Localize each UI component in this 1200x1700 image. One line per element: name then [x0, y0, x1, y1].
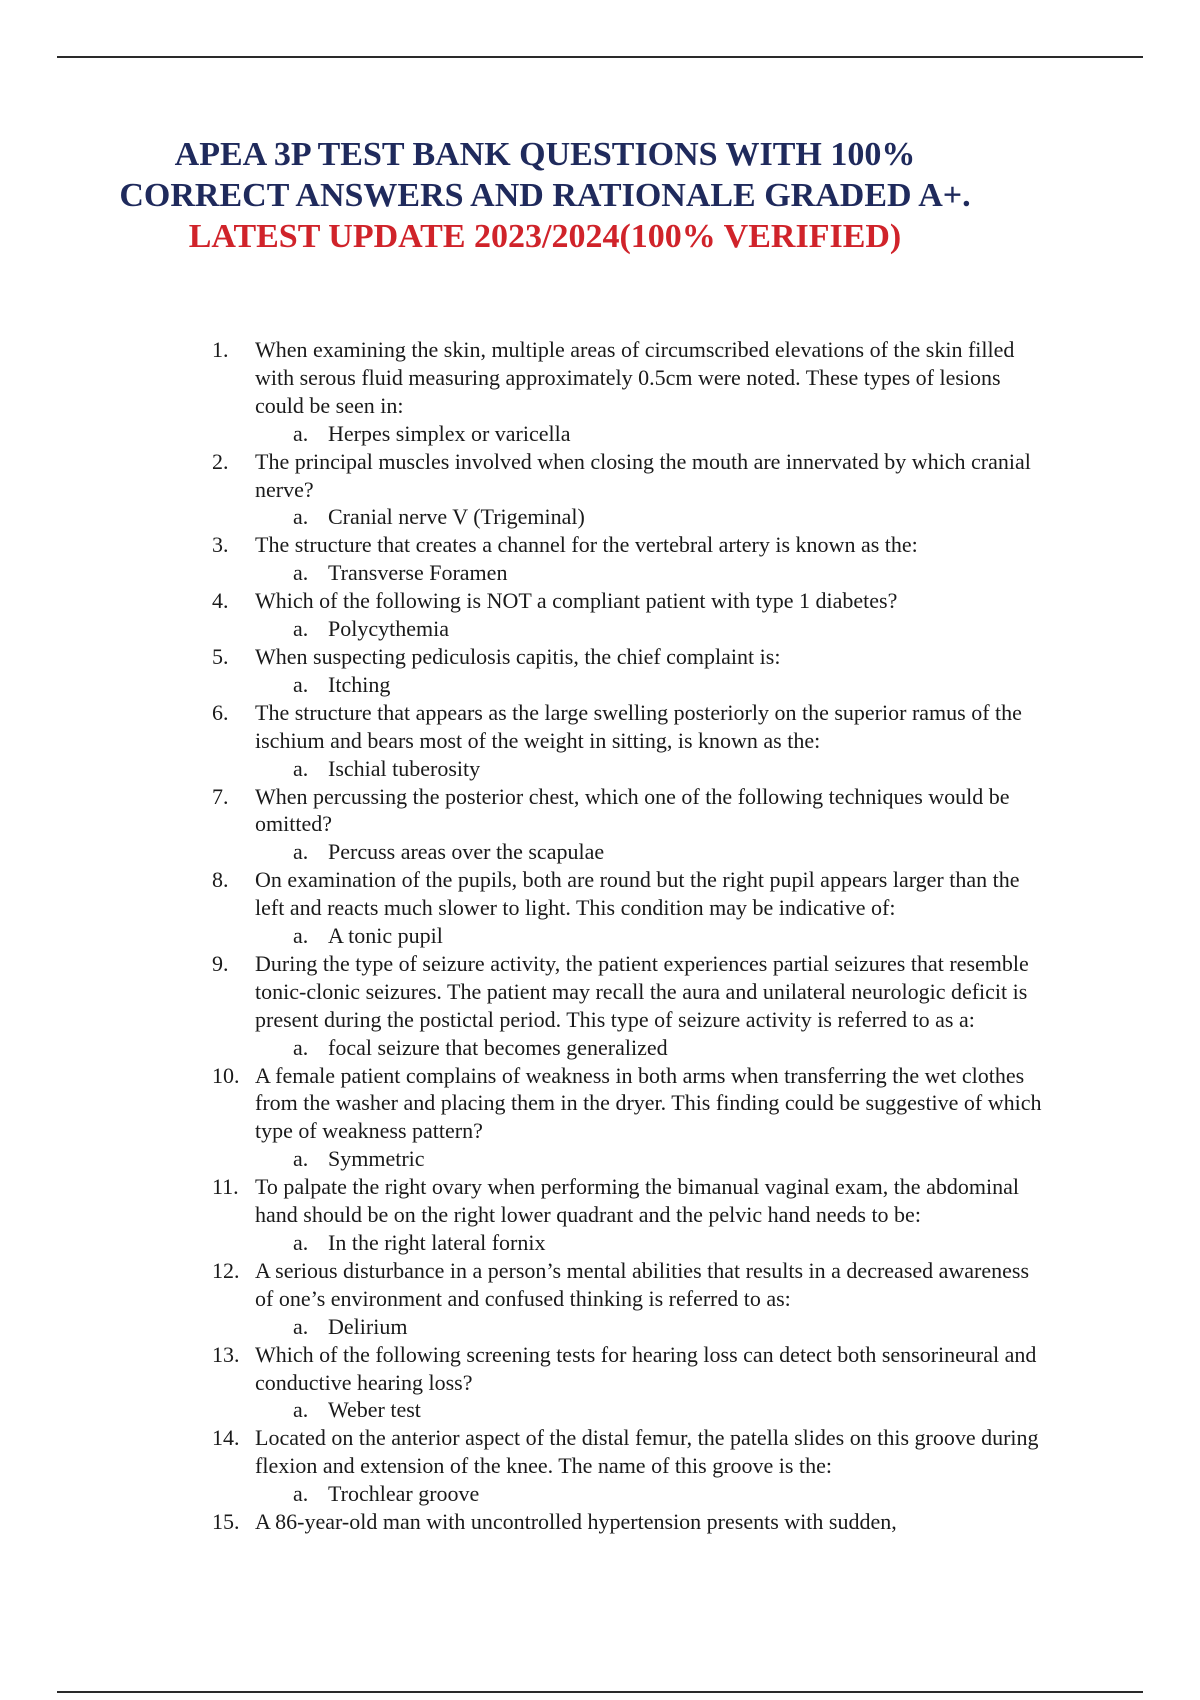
- answer-item: [255, 503, 1042, 531]
- question-number: 5.: [212, 643, 229, 669]
- question-item: [212, 1062, 1042, 1174]
- answer-item: [255, 1145, 1042, 1173]
- answer-letter: a.: [293, 839, 309, 865]
- answer-text: focal seizure that becomes generalized: [328, 1034, 668, 1060]
- question-text: When percussing the posterior chest, which one of the following techniques would be omitted?: [255, 783, 1010, 837]
- answer-text: Trochlear groove: [328, 1481, 480, 1507]
- answer-item: [255, 1480, 1042, 1508]
- question-text: When suspecting pediculosis capitis, the chief complaint is:: [255, 643, 781, 669]
- question-text: A serious disturbance in a person’s mental abilities that results in a decreased awareness of one’s environment and confused thinking is referred to as:: [255, 1257, 1030, 1311]
- question-item: [212, 448, 1042, 532]
- answer-item: [255, 1034, 1042, 1062]
- question-number: 6.: [212, 699, 229, 725]
- question-text: A 86-year-old man with uncontrolled hypertension presents with sudden,: [255, 1509, 897, 1535]
- answer-letter: a.: [293, 1313, 309, 1339]
- question-number: 11.: [212, 1174, 239, 1200]
- title-line-1: APEA 3P TEST BANK QUESTIONS WITH 100%: [174, 136, 916, 173]
- question-text: On examination of the pupils, both are round but the right pupil appears larger than the left and reacts much slower to light. This condition may be indicative of:: [255, 867, 1020, 921]
- answer-item: [255, 838, 1042, 866]
- question-item: [212, 531, 1042, 587]
- question-number: 3.: [212, 532, 229, 558]
- question-number: 1.: [212, 337, 229, 362]
- answer-text: Ischial tuberosity: [328, 755, 481, 781]
- answer-text: Cranial nerve V (Trigeminal): [328, 504, 585, 530]
- question-text: Located on the anterior aspect of the distal femur, the patella slides on this groove during flexion and extension of the knee. The name of this groove is the:: [255, 1425, 1039, 1479]
- question-item: [212, 1508, 1042, 1536]
- answer-item: [255, 1229, 1042, 1257]
- question-text: To palpate the right ovary when performing the bimanual vaginal exam, the abdominal hand should be on the right lower quadrant and the pelvic hand needs to be:: [255, 1174, 1019, 1228]
- question-text: The principal muscles involved when closing the mouth are innervated by which cranial nerve?: [255, 448, 1031, 502]
- answer-letter: a.: [293, 504, 309, 530]
- question-number: 12.: [212, 1257, 240, 1283]
- top-rule: [57, 56, 1143, 58]
- question-text: During the type of seizure activity, the patient experiences partial seizures that resemble tonic-clonic seizures. The patient may recall the aura and unilateral neurologic deficit is present during the postictal period. This type of seizure activity is referred to as a:: [255, 950, 1029, 1032]
- question-number: 14.: [212, 1425, 240, 1451]
- answer-text: Polycythemia: [328, 616, 449, 642]
- question-number: 9.: [212, 950, 229, 976]
- answer-letter: a.: [293, 1397, 309, 1423]
- question-item: [212, 699, 1042, 783]
- answer-text: Herpes simplex or varicella: [328, 420, 571, 446]
- answer-letter: a.: [293, 671, 309, 697]
- answer-text: In the right lateral fornix: [328, 1230, 546, 1255]
- question-item: [212, 1173, 1042, 1257]
- answer-text: Percuss areas over the scapulae: [328, 839, 605, 865]
- answer-text: Symmetric: [328, 1146, 425, 1172]
- answer-letter: a.: [293, 616, 309, 642]
- question-item: [212, 643, 1042, 699]
- answer-item: [255, 559, 1042, 587]
- title-line-2: CORRECT ANSWERS AND RATIONALE GRADED A+.: [119, 177, 971, 214]
- question-text: The structure that creates a channel for the vertebral artery is known as the:: [255, 532, 918, 558]
- answer-item: [255, 671, 1042, 699]
- answer-item: [255, 1396, 1042, 1424]
- bottom-rule: [57, 1691, 1143, 1693]
- answer-text: A tonic pupil: [328, 923, 443, 949]
- question-item: [212, 1257, 1042, 1341]
- question-text: Which of the following screening tests for hearing loss can detect both sensorineural and conductive hearing loss?: [255, 1341, 1037, 1395]
- answer-letter: a.: [293, 420, 309, 446]
- question-text: Which of the following is NOT a compliant patient with type 1 diabetes?: [255, 588, 898, 614]
- answer-item: [255, 1313, 1042, 1341]
- document-title: [40, 134, 1050, 257]
- answer-text: Itching: [328, 671, 391, 697]
- question-item: [212, 1424, 1042, 1508]
- answer-letter: a.: [293, 755, 309, 781]
- question-number: 7.: [212, 783, 229, 809]
- question-number: 2.: [212, 448, 229, 474]
- answer-letter: a.: [293, 923, 309, 949]
- answer-letter: a.: [293, 560, 309, 586]
- question-number: 4.: [212, 588, 229, 614]
- question-list: [212, 336, 1042, 1536]
- question-text: The structure that appears as the large swelling posteriorly on the superior ramus of the ischium and bears most of the weight in sitting, is known as the:: [255, 699, 1022, 753]
- question-item: [212, 587, 1042, 643]
- question-text: A female patient complains of weakness in both arms when transferring the wet clothes from the washer and placing them in the dryer. This finding could be suggestive of which type of weakness pattern?: [255, 1062, 1042, 1144]
- question-number: 15.: [212, 1509, 240, 1535]
- answer-item: [255, 420, 1042, 448]
- question-text: When examining the skin, multiple areas of circumscribed elevations of the skin filled with serous fluid measuring approximately 0.5cm were noted. These types of lesions could be seen in:: [255, 337, 1015, 418]
- answer-item: [255, 922, 1042, 950]
- title-line-3: LATEST UPDATE 2023/2024(100% VERIFIED): [188, 218, 902, 255]
- question-number: 10.: [212, 1062, 240, 1088]
- answer-text: Weber test: [328, 1397, 421, 1423]
- answer-item: [255, 615, 1042, 643]
- answer-letter: a.: [293, 1481, 309, 1507]
- question-item: [212, 336, 1042, 448]
- question-item: [212, 950, 1042, 1062]
- question-number: 13.: [212, 1341, 240, 1367]
- question-item: [212, 1341, 1042, 1425]
- answer-letter: a.: [293, 1230, 309, 1255]
- answer-text: Delirium: [328, 1313, 408, 1339]
- answer-text: Transverse Foramen: [328, 560, 508, 586]
- question-item: [212, 866, 1042, 950]
- answer-letter: a.: [293, 1034, 309, 1060]
- question-number: 8.: [212, 867, 229, 893]
- answer-item: [255, 755, 1042, 783]
- question-item: [212, 783, 1042, 867]
- answer-letter: a.: [293, 1146, 309, 1172]
